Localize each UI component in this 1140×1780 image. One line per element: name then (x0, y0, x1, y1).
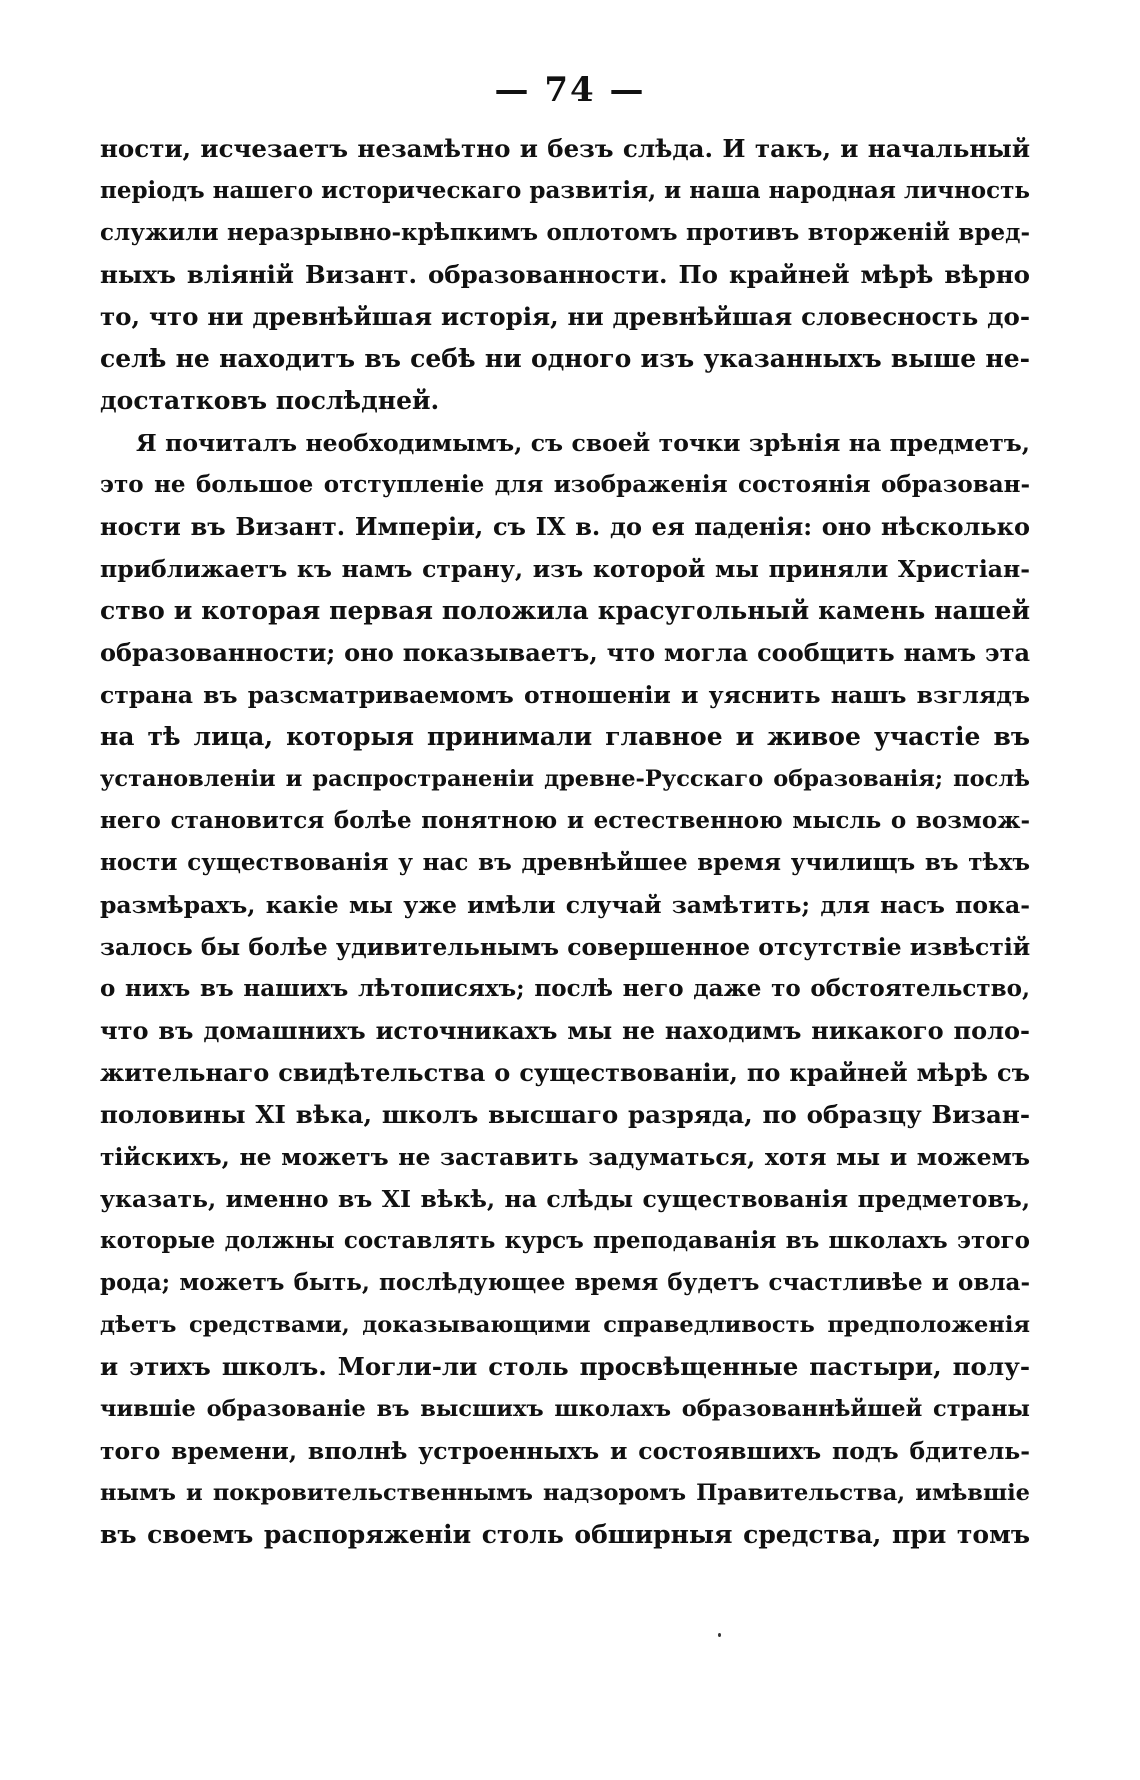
text-line: которые должны составлять курсъ преподаванія въ школахъ этого (100, 1227, 1030, 1254)
text-line: служили неразрывно-крѣпкимъ оплотомъ противъ вторженій вред- (100, 219, 1030, 246)
paragraph-2 (100, 422, 1030, 1556)
text-line: рода; можетъ быть, послѣдующее время будетъ счастливѣе и овла- (100, 1269, 1030, 1296)
text-line: приближаетъ къ намъ страну, изъ которой мы приняли Христіан- (100, 555, 1030, 583)
paragraph-1 (100, 128, 1030, 422)
text-line: о нихъ въ нашихъ лѣтописяхъ; послѣ него даже то обстоятельство, (100, 975, 1030, 1002)
page-number: — 74 — (494, 70, 646, 110)
text-line: ство и которая первая положила красугольный камень нашей (100, 596, 1030, 625)
text-line: періодъ нашего историческаго развитія, и наша народная личность (100, 177, 1030, 204)
scan-speck (718, 1633, 721, 1637)
text-line: залось бы болѣе удивительнымъ совершенное отсутствіе извѣстій (100, 933, 1031, 961)
text-line: того времени, вполнѣ устроенныхъ и состоявшихъ подъ бдитель- (100, 1437, 1030, 1465)
text-line: дѣетъ средствами, доказывающими справедливость предположенія (100, 1312, 1030, 1338)
text-line: ности существованія у нас въ древнѣйшее время училищъ въ тѣхъ (100, 849, 1030, 876)
text-line: страна въ разсматриваемомъ отношеніи и уяснить нашъ взглядъ (100, 681, 1030, 709)
text-line: указать, именно въ XI вѣкѣ, на слѣды существованія предметовъ, (100, 1185, 1030, 1213)
text-line: образованности; оно показываетъ, что могла сообщить намъ эта (100, 638, 1030, 667)
text-line: чившіе образованіе въ высшихъ школахъ образованнѣйшей страны (100, 1396, 1030, 1422)
text-line: что въ домашнихъ источникахъ мы не находимъ никакого поло- (100, 1016, 1030, 1045)
text-line: въ своемъ распоряженіи столь обширныя средства, при томъ (100, 1520, 1030, 1549)
text-line: установленіи и распространеніи древне-Русскаго образованія; послѣ (100, 766, 1030, 792)
text-line: половины XI вѣка, школъ высшаго разряда, по образцу Визан- (100, 1100, 1030, 1129)
text-line: него становится болѣе понятною и естественною мысль о возмож- (100, 807, 1030, 834)
text-line: ности, исчезаетъ незамѣтно и безъ слѣда. И такъ, и начальный (100, 134, 1030, 163)
text-line: Я почиталъ необходимымъ, съ своей точки зрѣнія на предметъ, (136, 429, 1030, 457)
text-line: нымъ и покровительственнымъ надзоромъ Правительства, имѣвшіе (100, 1480, 1030, 1506)
text-line: и этихъ школъ. Могли-ли столь просвѣщенные пастыри, полу- (100, 1352, 1030, 1381)
text-line: на тѣ лица, которыя принимали главное и живое участіе въ (100, 722, 1030, 751)
body-text (100, 128, 1030, 1556)
text-line: ныхъ вліяній Визант. образованности. По крайней мѣрѣ вѣрно (100, 260, 1030, 289)
text-line: жительнаго свидѣтельства о существованіи, по крайней мѣрѣ съ (100, 1058, 1030, 1087)
text-line: тійскихъ, не можетъ не заставить задуматься, хотя мы и можемъ (100, 1143, 1030, 1171)
text-line: размѣрахъ, какіе мы уже имѣли случай замѣтить; для насъ пока- (100, 891, 1030, 919)
text-line: то, что ни древнѣйшая исторія, ни древнѣйшая словесность до- (100, 302, 1030, 331)
text-line: селѣ не находитъ въ себѣ ни одного изъ указанныхъ выше не- (100, 344, 1030, 373)
text-line: ности въ Визант. Имперіи, съ IX в. до ея паденія: оно нѣсколько (100, 512, 1030, 541)
text-line: достатковъ послѣдней. (100, 386, 440, 415)
text-line: это не большое отступленіе для изображенія состоянія образован- (100, 471, 1030, 498)
